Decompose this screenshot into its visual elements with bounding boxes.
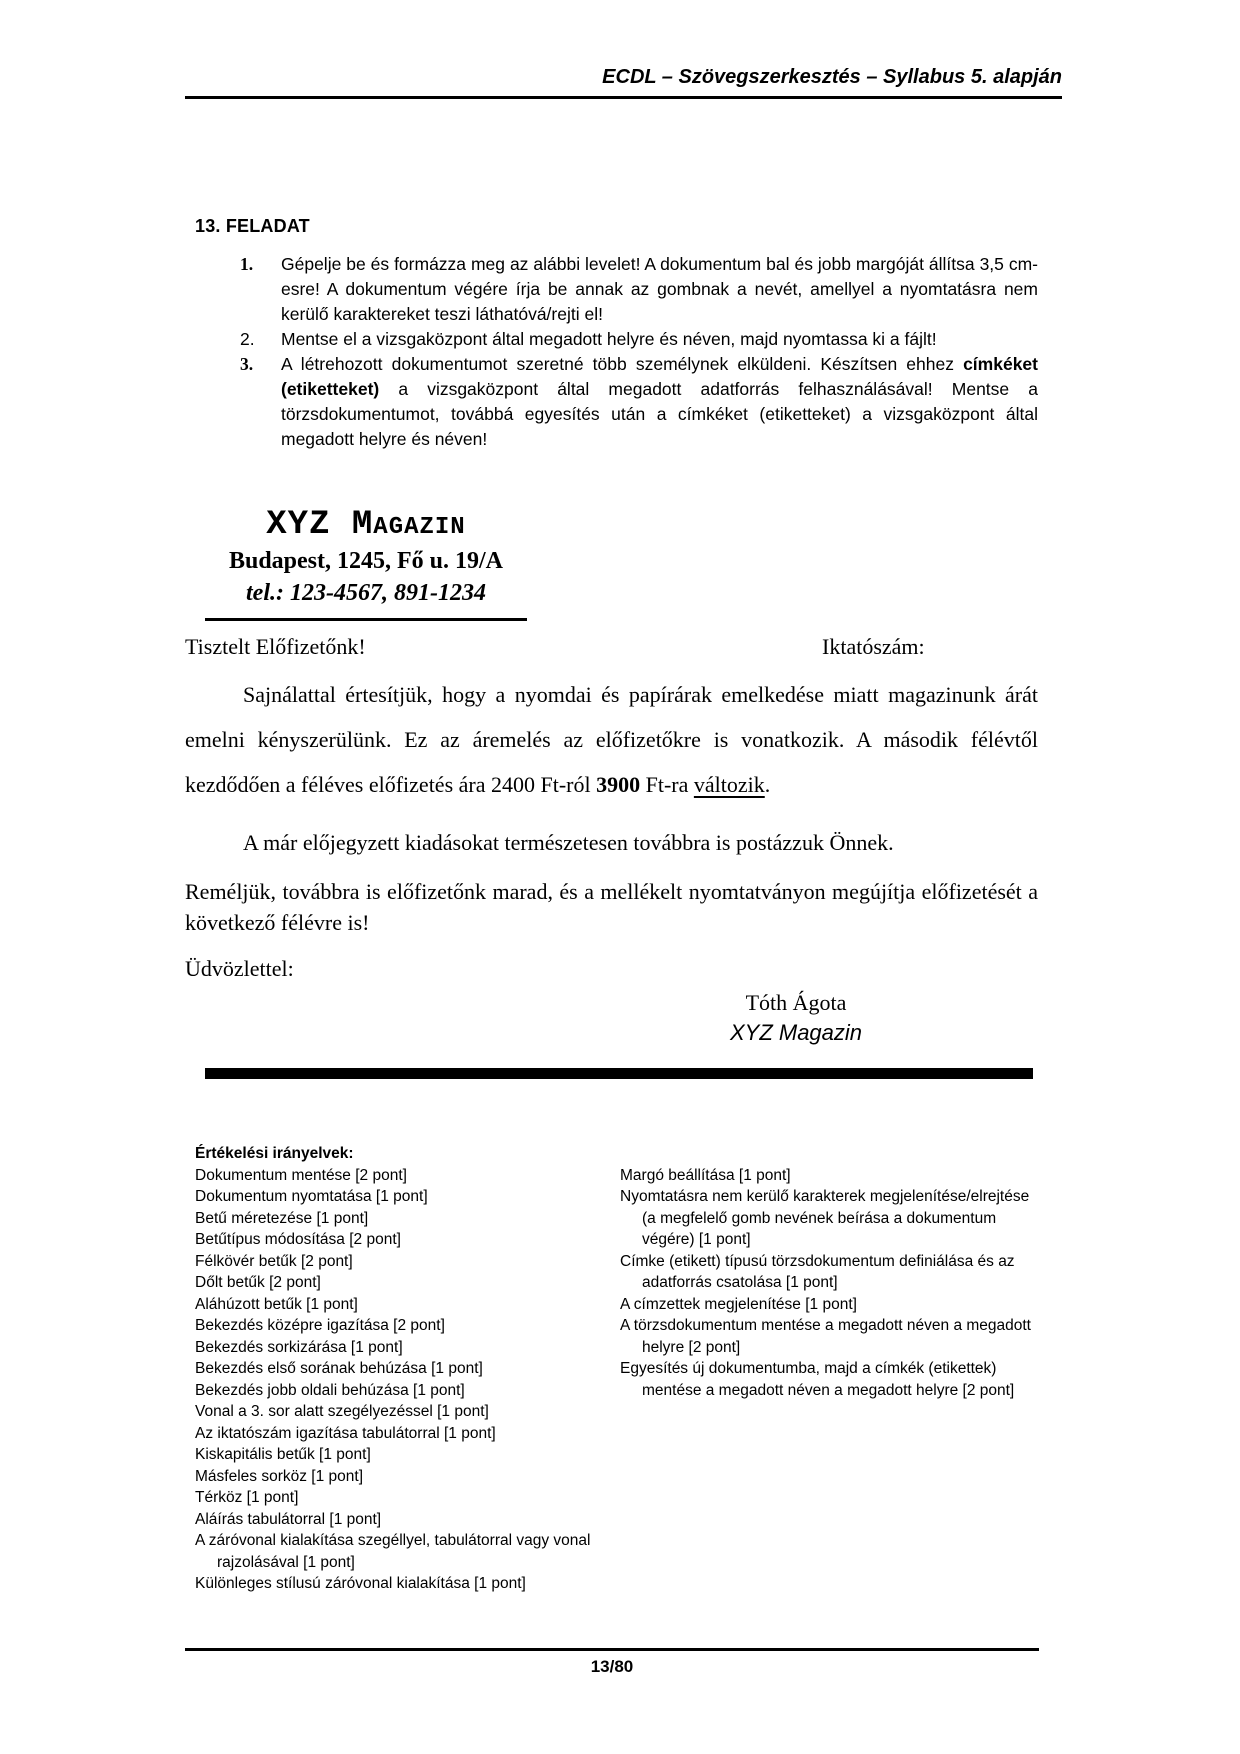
task-item-1 — [195, 252, 1038, 327]
evaluation-item: A címzettek megjelenítése [1 pont] — [620, 1295, 857, 1313]
page-header — [185, 66, 1062, 99]
letter-paragraph-2: A már előjegyzett kiadásokat természetesen továbbra is postázzuk Önnek. — [243, 830, 894, 855]
letter-paragraph-1 — [185, 672, 1038, 807]
task-item-3 — [195, 352, 1038, 452]
evaluation-item: Betű méretezése [1 pont] — [195, 1209, 369, 1227]
evaluation-item: Betűtípus módosítása [2 pont] — [195, 1231, 401, 1248]
evaluation-item: Bekezdés jobb oldali behúzása [1 pont] — [195, 1381, 465, 1399]
company-phone: tel.: 123-4567, 891-1234 — [246, 580, 486, 606]
task-item-text: Gépelje be és formázza meg az alábbi levelet! A dokumentum bal és jobb margóját állítsa 3,5 cm-esre! A dokumentum végére írja be annak az gombnak a nevét, amellyel a nyomtatásra nem kerülő karaktereket teszi láthatóvá/rejti el! — [281, 254, 1038, 324]
evaluation-item: Aláhúzott betűk [1 pont] — [195, 1295, 358, 1313]
evaluation-title: Értékelési irányelvek: — [195, 1145, 354, 1162]
task-item-number: 1. — [240, 254, 254, 274]
evaluation-item: Nyomtatásra nem kerülő karakterek megjelenítése/elrejtése (a megfelelő gomb nevének beírása a dokumentum végére) [1 pont] — [620, 1188, 1030, 1248]
task-item-text: Mentse el a vizsgaközpont által megadott helyre és néven, majd nyomtassa ki a fájlt! — [281, 329, 937, 349]
evaluation-item: Másfeles sorköz [1 pont] — [195, 1467, 363, 1485]
salutation-row — [185, 632, 1038, 664]
reference-label: Iktatószám: — [822, 634, 925, 659]
evaluation-item: Aláírás tabulátorral [1 pont] — [195, 1510, 382, 1528]
evaluation-item: Bekezdés középre igazítása [2 pont] — [195, 1317, 445, 1334]
signature-name: Tóth Ágota — [745, 990, 847, 1015]
task-item-number: 3. — [240, 354, 254, 374]
evaluation-item: A záróvonal kialakítása szegéllyel, tabulátorral vagy vonal rajzolásával [1 pont] — [195, 1532, 591, 1571]
task-list — [195, 252, 1038, 452]
task-item-text-post: a vizsgaközpont által megadott adatforrás felhasználásával! Mentse a törzsdokumentumot, továbbá egyesítés után a címkéket (etiketteket) a vizsgaközpont által megadott helyre és néven! — [281, 379, 1038, 449]
evaluation-columns — [195, 1165, 1040, 1595]
evaluation-item: Bekezdés sorkizárása [1 pont] — [195, 1338, 403, 1356]
task-section — [195, 214, 1038, 452]
evaluation-item: Vonal a 3. sor alatt szegélyezéssel [1 pont] — [195, 1403, 489, 1420]
signature-block — [690, 988, 902, 1048]
task-item-text-pre: A létrehozott dokumentumot szeretné több személynek elküldeni. Készítsen ehhez — [281, 354, 964, 374]
paragraph-text: . — [764, 772, 771, 797]
evaluation-section — [195, 1143, 1040, 1595]
task-item-text-bold: címkéket (etiketteket) — [281, 354, 1038, 399]
evaluation-item: Egyesítés új dokumentumba, majd a címkék (etikettek) mentése a megadott néven a megadott helyre [2 pont] — [620, 1360, 1015, 1399]
evaluation-item: Dokumentum nyomtatása [1 pont] — [195, 1188, 428, 1205]
company-address: Budapest, 1245, Fő u. 19/A — [228, 548, 504, 574]
evaluation-item: Térköz [1 pont] — [195, 1489, 299, 1506]
task-heading: 13. FELADAT — [195, 216, 310, 236]
evaluation-item: Az iktatószám igazítása tabulátorral [1 pont] — [195, 1424, 496, 1442]
task-item-2 — [195, 327, 1038, 352]
salutation: Tisztelt Előfizetőnk! — [185, 634, 366, 659]
header-title: ECDL – Szövegszerkesztés – Syllabus 5. alapján — [602, 66, 1062, 88]
evaluation-item: Félkövér betűk [2 pont] — [195, 1252, 353, 1270]
task-item-number: 2. — [240, 329, 255, 349]
evaluation-item: Dőlt betűk [2 pont] — [195, 1274, 321, 1291]
letterhead — [205, 505, 527, 621]
letter-body — [185, 632, 1038, 1048]
evaluation-right-column — [620, 1165, 1040, 1595]
evaluation-item: Bekezdés első sorának behúzása [1 pont] — [195, 1360, 483, 1377]
evaluation-item: Kiskapitális betűk [1 pont] — [195, 1446, 371, 1463]
evaluation-item: A törzsdokumentum mentése a megadott néven a megadott helyre [2 pont] — [620, 1317, 1031, 1356]
paragraph-bold-price: 3900 — [596, 772, 641, 797]
paragraph-text: Ft-ra — [640, 772, 694, 797]
paragraph-underlined-word: változik — [693, 772, 765, 797]
evaluation-item: Dokumentum mentése [2 pont] — [195, 1166, 407, 1184]
evaluation-item: Címke (etikett) típusú törzsdokumentum definiálása és az adatforrás csatolása [1 pont] — [620, 1252, 1015, 1291]
paragraph-text: Sajnálattal értesítjük, hogy a nyomdai és papírárak emelkedése miatt magazinunk árát emelni kényszerülünk. Ez az áremelés az előfizetőkre is vonatkozik. A második félévtől kezdődően a féléves előfizetés ára 2400 Ft-ról — [185, 682, 1038, 797]
signature-company: XYZ Magazin — [729, 1020, 863, 1045]
letter-closing: Üdvözlettel: — [185, 956, 294, 981]
evaluation-item: Különleges stílusú záróvonal kialakítása [1 pont] — [195, 1575, 526, 1592]
page-footer — [185, 1648, 1039, 1677]
task-item-text — [281, 352, 1038, 452]
company-name: XYZ Magazin — [266, 506, 466, 544]
section-divider-bar — [205, 1068, 1033, 1079]
evaluation-left-column — [195, 1165, 620, 1595]
evaluation-item: Margó beállítása [1 pont] — [620, 1166, 791, 1184]
page-number: 13/80 — [590, 1657, 634, 1676]
letter-paragraph-3: Reméljük, továbbra is előfizetőnk marad, és a mellékelt nyomtatványon megújítja előfizetését a következő félévre is! — [185, 879, 1038, 935]
